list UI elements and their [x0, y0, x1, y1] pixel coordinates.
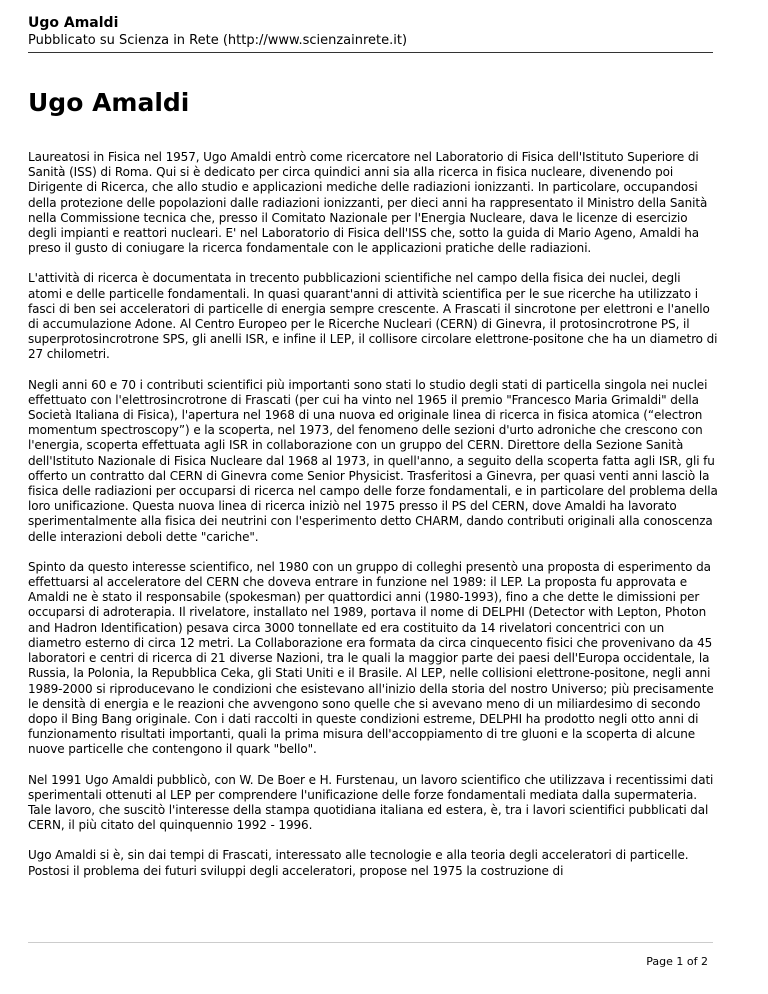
paragraph-5: Nel 1991 Ugo Amaldi pubblicò, con W. De Boer e H. Furstenau, un lavoro scientifico che utilizzava i recentissimi dati sperimentali ottenuti al LEP per comprendere l'unificazione delle forze fondamentali mediata dalla supermateria. Tale lavoro, che suscitò l'interesse della stampa quotidiana italiana ed estera, è, tra i lavori scientifici pubblicati dal CERN, il più citato del quinquennio 1992 - 1996.: [28, 772, 714, 833]
paragraph-4: Spinto da questo interesse scientifico, nel 1980 con un gruppo di colleghi presentò una proposta di esperimento da effettuarsi al acceleratore del CERN che doveva entrare in funzione nel 1989: il LEP. La proposta fu approvata e Amaldi ne è stato il responsabile (spokesman) per quattordici anni (1980-1993), fino a che dette le dimissioni per occuparsi di adroterapia. Il rivelatore, installato nel 1989, portava il nome di DELPHI (Detector with Lepton, Photon and Hadron Identification) pesava circa 3000 tonnellate ed era costituito da 14 rivelatori concentrici con un diametro esterno di circa 12 metri. La Collaborazione era formata da circa cinquecento fisici che provenivano da 45 laboratori e centri di ricerca di 21 diverse Nazioni, tra le quali la maggior parte dei paesi dell'Europa occidentale, la Russia, la Polonia, la Repubblica Ceka, gli Stati Uniti e il Brasile. Al LEP, nelle collisioni elettrone-positone, negli anni 1989-2000 si riproducevano le condizioni che esistevano all'inizio della storia del nostro Universo; più precisamente le densità di energia e le reazioni che avvengono sono quelle che si avevano meno di un miliardesimo di secondo dopo il Bing Bang originale. Con i dati raccolti in queste condizioni estreme, DELPHI ha prodotto negli otto anni di funzionamento risultati importanti, quali la prima misura dell'accoppiamento di tre gluoni e la scoperta di alcune nuove particelle che contengono il quark "bello".: [28, 559, 714, 757]
paragraph-3: Negli anni 60 e 70 i contributi scientifici più importanti sono stati lo studio degli stati di particella singola nei nuclei effettuato con l'elettrosincrotrone di Frascati (per cui ha vinto nel 1965 il premio "Francesco Maria Grimaldi" della Società Italiana di Fisica), l'apertura nel 1968 di una nuova ed originale linea di ricerca in fisica atomica (“electron momentum spectroscopy”) e la scoperta, nel 1973, del fenomeno delle sezioni d'urto adroniche che crescono con l'energia, scoperta effettuata agli ISR in collaborazione con un gruppo del CERN. Direttore della Sezione Sanità dell'Istituto Nazionale di Fisica Nucleare dal 1968 al 1973, in quell'anno, a seguito della scoperta fatta agli ISR, gli fu offerto un contratto dal CERN di Ginevra come Senior Physicist. Trasferitosi a Ginevra, per quasi venti anni lasciò la fisica delle radiazioni per occuparsi di ricerca nel campo delle forze fondamentali, e in particolare del problema della loro unificazione. Questa nuova linea di ricerca iniziò nel 1975 presso il PS del CERN, dove Amaldi ha lavorato sperimentalmente alla fisica dei neutrini con l'esperimento detto CHARM, dando contributi originali alla conoscenza delle interazioni deboli dette "cariche".: [28, 377, 718, 544]
header-source: Pubblicato su Scienza in Rete (http://www.scienzainrete.it): [28, 33, 408, 48]
paragraph-1: Laureatosi in Fisica nel 1957, Ugo Amaldi entrò come ricercatore nel Laboratorio di Fisica dell'Istituto Superiore di Sanità (ISS) di Roma. Qui si è dedicato per circa quindici anni sia alla ricerca in fisica nucleare, divenendo poi Dirigente di Ricerca, che allo studio e applicazioni mediche delle radiazioni ionizzanti. In particolare, occupandosi della protezione delle popolazioni dalle radiazioni ionizzanti, per dieci anni ha rappresentato il Ministro della Sanità nella Commissione tecnica che, presso il Comitato Nazionale per l'Energia Nucleare, dava le licenze di esercizio degli impianti e reattori nucleari. E' nel Laboratorio di Fisica dell'ISS che, sotto la guida di Mario Ageno, Amaldi ha preso il gusto di coniugare la ricerca fondamentale con le applicazioni pratiche delle radiazioni.: [28, 150, 708, 256]
header-divider: [28, 52, 713, 53]
article-body: [28, 150, 718, 894]
article-title: Ugo Amaldi: [28, 88, 190, 117]
page-number: Page 1 of 2: [646, 955, 708, 968]
header-title: Ugo Amaldi: [28, 15, 119, 31]
footer-divider: [28, 942, 713, 943]
paragraph-2: L'attività di ricerca è documentata in trecento pubblicazioni scientifiche nel campo della fisica dei nuclei, degli atomi e delle particelle fondamentali. In quasi quarant'anni di attività scientifica per le sue ricerche ha utilizzato i fasci di ben sei acceleratori di particelle di energia sempre crescente. A Frascati il sincrotone per elettroni e l'anello di accumulazione Adone. Al Centro Europeo per le Ricerche Nucleari (CERN) di Ginevra, il protosincrotrone PS, il superprotosincrotrone SPS, gli anelli ISR, e infine il LEP, il collisore circolare elettrone-positone che ha un diametro di 27 chilometri.: [28, 271, 718, 362]
paragraph-6: Ugo Amaldi si è, sin dai tempi di Frascati, interessato alle tecnologie e alla teoria degli acceleratori di particelle. Postosi il problema dei futuri sviluppi degli acceleratori, propose nel 1975 la costruzione di: [28, 848, 689, 878]
page-header: [28, 14, 712, 49]
